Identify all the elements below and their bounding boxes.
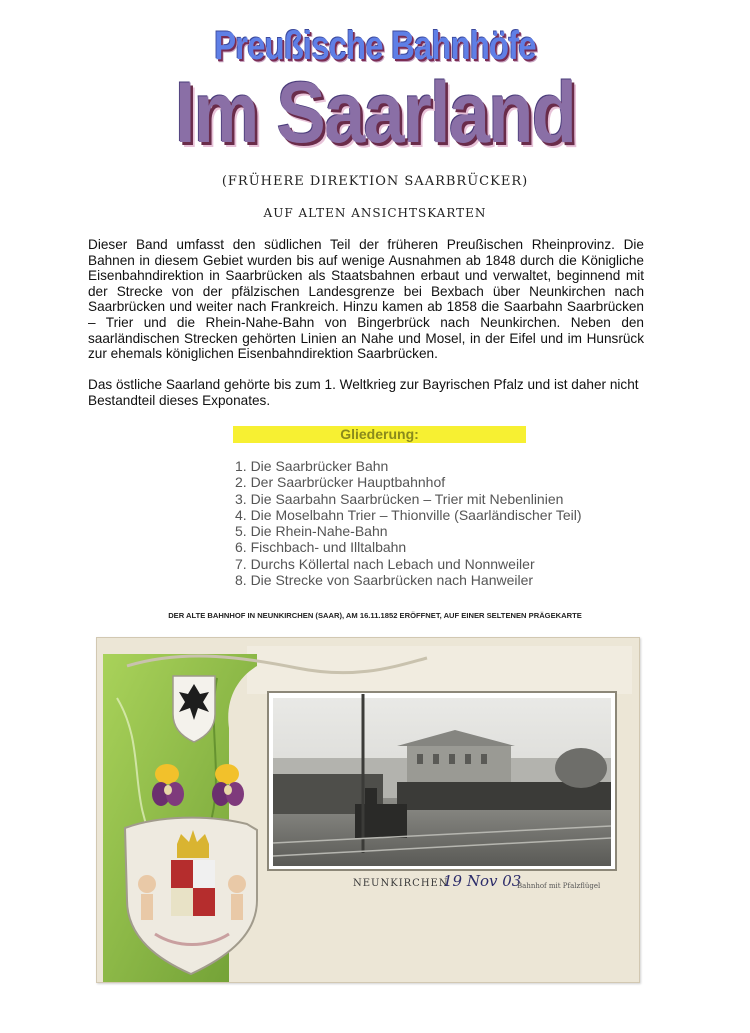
toc-item: 1. Die Saarbrücker Bahn	[235, 458, 389, 474]
toc-heading: Gliederung:	[233, 426, 526, 443]
second-paragraph: Das östliche Saarland gehörte bis zum 1. Weltkrieg zur Bayrischen Pfalz und ist daher nicht Bestandteil dieses Exponates.	[88, 377, 639, 408]
postcard-image	[96, 637, 640, 983]
toc-item: 5. Die Rhein-Nahe-Bahn	[235, 523, 388, 540]
toc-item: 6. Fischbach- und Illtalbahn	[235, 539, 407, 556]
postcard-caption: DER ALTE BAHNHOF IN NEUNKIRCHEN (SAAR), AM 16.11.1852 ERÖFFNET, AUF EINER SELTENEN PRÄGEKARTE	[168, 611, 582, 620]
eagle-crest-icon	[173, 676, 215, 742]
postcard-place-name: NEUNKIRCHEN	[353, 878, 449, 889]
intro-paragraph: Dieser Band umfasst den südlichen Teil der früheren Preußischen Rheinprovinz. Die Bahnen in diesem Gebiet wurden bis auf wenige Ausnahmen ab 1848 durch die Königliche Eisenbahndirektion in Saarbrücken als Staatsbahnen erbaut und verwaltet, beginnend mit der Strecke von der pfälzischen Landesgrenze bei Bexbach über Neunkirchen nach Saarbrücken und weiter nach Frankreich. Hinzu kamen ab 1858 die Saarbahn Saarbrücken – Trier und die Rhein-Nahe-Bahn von Bingerbrück nach Neunkirchen. Neben den saarländischen Strecken gehörten Linien an Nahe und Mosel, in der Eifel und im Hunsrück zur ehemals königlichen Eisenbahndirektion Saarbrücken.	[88, 237, 644, 362]
page-title-line-1: Preußische Bahnhöfe	[214, 24, 536, 68]
flower-icon	[212, 764, 244, 806]
toc-item: 4. Die Moselbahn Trier – Thionville (Saarländischer Teil)	[235, 506, 582, 523]
postcard-artwork	[97, 638, 639, 982]
toc-list	[235, 458, 582, 588]
page-title-line-2: Im Saarland	[174, 65, 576, 161]
handwritten-date: 19 Nov 03	[443, 872, 522, 890]
photo-caption: Bahnhof mit Pfalzflügel	[517, 882, 601, 890]
toc-item: 7. Durchs Köllertal nach Lebach und Nonnweiler	[235, 555, 535, 572]
subtitle-direction: (FRÜHERE DIREKTION SAARBRÜCKER)	[221, 174, 529, 189]
station-photo	[273, 694, 611, 866]
toc-item: 8. Die Strecke von Saarbrücken nach Hanweiler	[235, 572, 534, 589]
toc-item: 2. Der Saarbrücker Hauptbahnhof	[235, 474, 446, 491]
subtitle-postcards: AUF ALTEN ANSICHTSKARTEN	[263, 206, 487, 220]
toc-item: 3. Die Saarbahn Saarbrücken – Trier mit Nebenlinien	[235, 490, 564, 507]
